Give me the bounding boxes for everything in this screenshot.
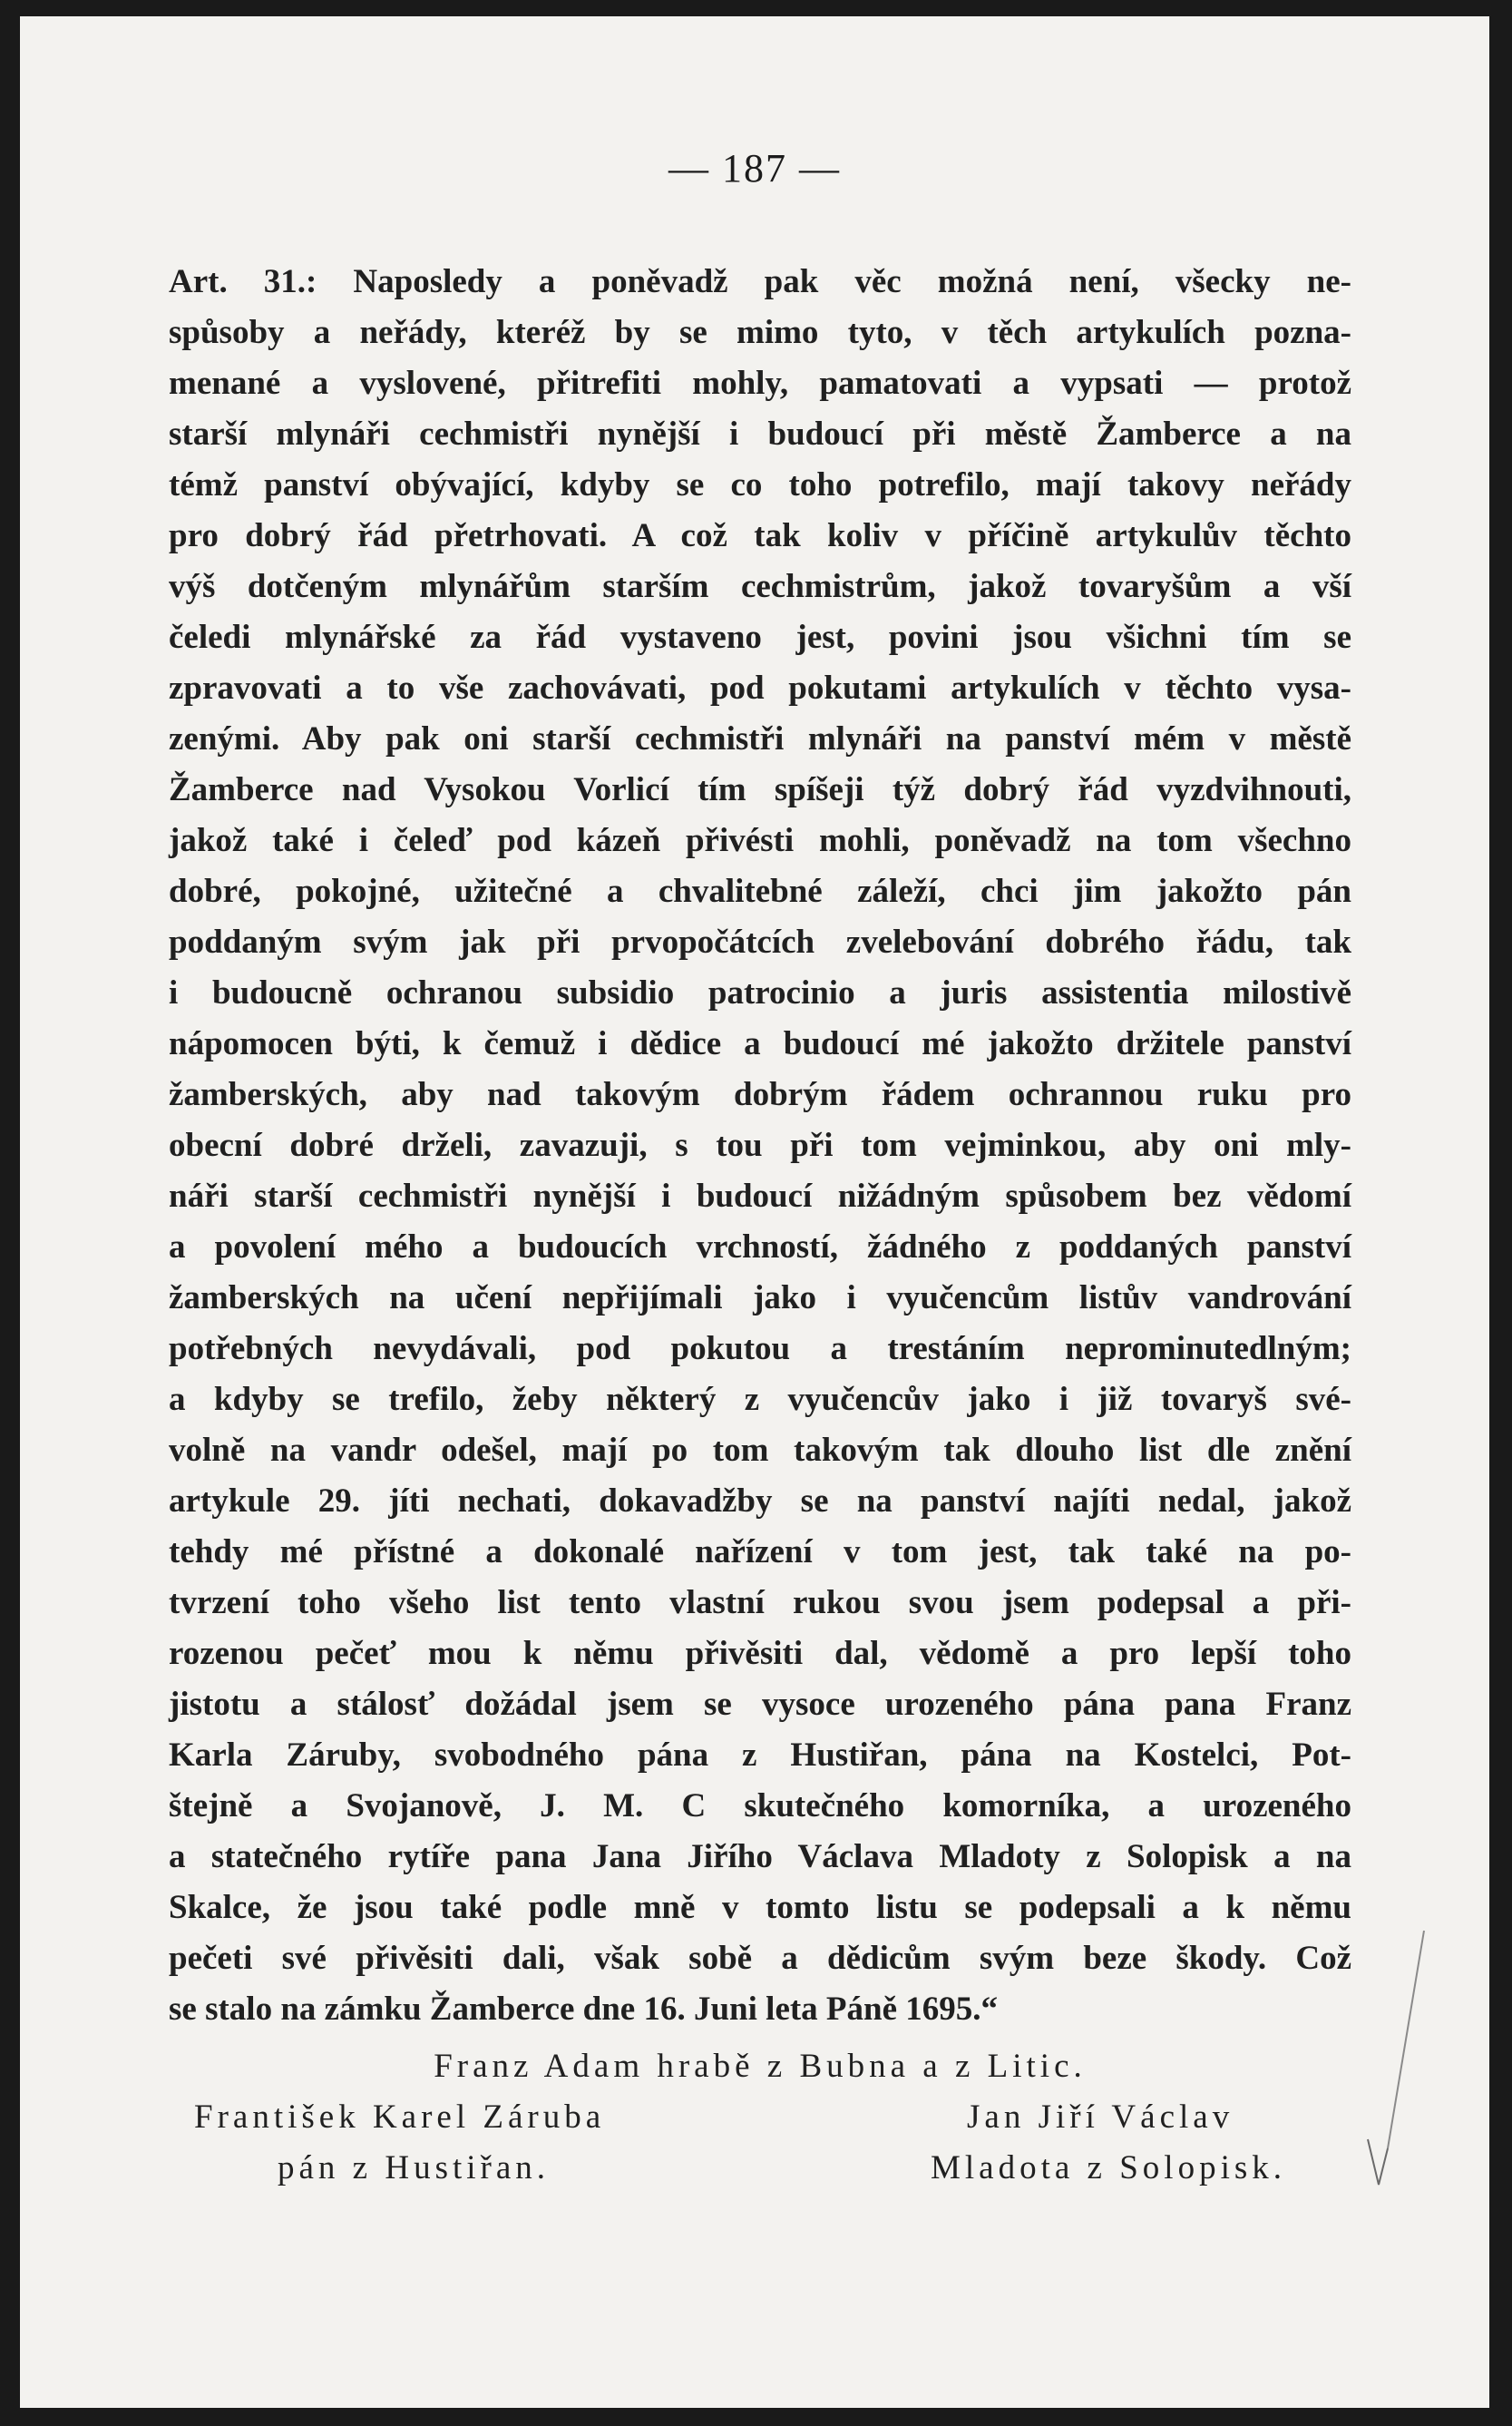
text-line: jakož také i čeleď pod kázeň přivésti mohli, poněvadž na tom všechno bbox=[169, 822, 1351, 859]
text-line: témž panství obývající, kdyby se co toho potrefilo, mají takovy neřády bbox=[169, 466, 1351, 504]
text-line: výš dotčeným mlynářům starším cechmistrům, jakož tovaryšům a vší bbox=[169, 568, 1351, 605]
text-line: jistotu a stálosť dožádal jsem se vysoce urozeného pána pana Franz bbox=[169, 1686, 1351, 1723]
text-line: zenými. Aby pak oni starší cechmistři mlynáři na panství mém v městě bbox=[169, 720, 1351, 758]
text-line: dobré, pokojné, užitečné a chvalitebné záleží, chci jim jakožto pán bbox=[169, 873, 1351, 910]
signature-right-name: Jan Jiří Václav bbox=[967, 2098, 1234, 2136]
text-line: zpravovati a to vše zachovávati, pod pokutami artykulích v těchto vysa- bbox=[169, 670, 1351, 707]
page-number: — 187 — bbox=[668, 146, 841, 191]
text-line: pro dobrý řád přetrhovati. A což tak koliv v příčině artykulův těchto bbox=[169, 517, 1351, 554]
text-line: Žamberce nad Vysokou Vorlicí tím spíšeji týž dobrý řád vyzdvihnouti, bbox=[169, 771, 1351, 808]
text-line: rozenou pečeť mou k němu přivěsiti dal, vědomě a pro lepší toho bbox=[169, 1635, 1351, 1672]
text-line: tehdy mé přístné a dokonalé nařízení v tom jest, tak také na po- bbox=[169, 1533, 1351, 1570]
text-line: pečeti své přivěsiti dali, však sobě a dědicům svým beze škody. Což bbox=[169, 1940, 1351, 1977]
text-line: čeledi mlynářské za řád vystaveno jest, povini jsou všichni tím se bbox=[169, 619, 1351, 656]
text-line: poddaným svým jak při prvopočátcích zvelebování dobrého řádu, tak bbox=[169, 924, 1351, 961]
text-line: Karla Záruby, svobodného pána z Hustiřan, pána na Kostelci, Pot- bbox=[169, 1736, 1351, 1774]
text-line: štejně a Svojanově, J. M. C skutečného komorníka, a urozeného bbox=[169, 1787, 1351, 1824]
text-line: nápomocen býti, k čemuž i dědice a budoucí mé jakožto držitele panství bbox=[169, 1025, 1351, 1062]
signature-left-name: František Karel Záruba bbox=[194, 2098, 606, 2136]
signature-left-title: pán z Hustiřan. bbox=[278, 2149, 551, 2186]
pencil-margin-mark bbox=[1361, 1922, 1433, 2194]
text-line: a povolení mého a budoucích vrchností, žádného z poddaných panství bbox=[169, 1228, 1351, 1266]
text-line: tvrzení toho všeho list tento vlastní rukou svou jsem podepsal a při- bbox=[169, 1584, 1351, 1621]
text-line: a statečného rytíře pana Jana Jiřího Václava Mladoty z Solopisk a na bbox=[169, 1838, 1351, 1875]
text-line: a kdyby se trefilo, žeby některý z vyučencův jako i již tovaryš své- bbox=[169, 1381, 1351, 1418]
text-line: i budoucně ochranou subsidio patrocinio a juris assistentia milostivě bbox=[169, 974, 1351, 1012]
signature-right-title: Mladota z Solopisk. bbox=[931, 2149, 1287, 2186]
signature-main: Franz Adam hrabě z Bubna a z Litic. bbox=[434, 2048, 1087, 2085]
text-line: žamberských, aby nad takovým dobrým řádem ochrannou ruku pro bbox=[169, 1076, 1351, 1113]
text-line: Skalce, že jsou také podle mně v tomto listu se podepsali a k němu bbox=[169, 1889, 1351, 1926]
text-line: menané a vyslovené, přitrefiti mohly, pamatovati a vypsati — protož bbox=[169, 365, 1351, 402]
text-line: žamberských na učení nepřijímali jako i vyučencům listův vandrování bbox=[169, 1279, 1351, 1316]
text-line: spůsoby a neřády, kteréž by se mimo tyto, v těch artykulích pozna- bbox=[169, 314, 1351, 351]
text-line: potřebných nevydávali, pod pokutou a trestáním neprominutedlným; bbox=[169, 1330, 1351, 1367]
text-line: starší mlynáři cechmistři nynější i budoucí při městě Žamberce a na bbox=[169, 416, 1351, 453]
text-line: Art. 31.: Naposledy a poněvadž pak věc možná není, všecky ne- bbox=[169, 263, 1351, 300]
text-line: volně na vandr odešel, mají po tom takovým tak dlouho list dle znění bbox=[169, 1432, 1351, 1469]
text-line: náři starší cechmistři nynější i budoucí nižádným spůsobem bez vědomí bbox=[169, 1178, 1351, 1215]
text-line-last: se stalo na zámku Žamberce dne 16. Juni leta Páně 1695.“ bbox=[169, 1991, 999, 2028]
article-text bbox=[169, 257, 1351, 2035]
text-line: obecní dobré drželi, zavazuji, s tou při tom vejminkou, aby oni mly- bbox=[169, 1127, 1351, 1164]
book-page bbox=[20, 16, 1489, 2408]
text-line: artykule 29. jíti nechati, dokavadžby se na panství najíti nedal, jakož bbox=[169, 1482, 1351, 1520]
